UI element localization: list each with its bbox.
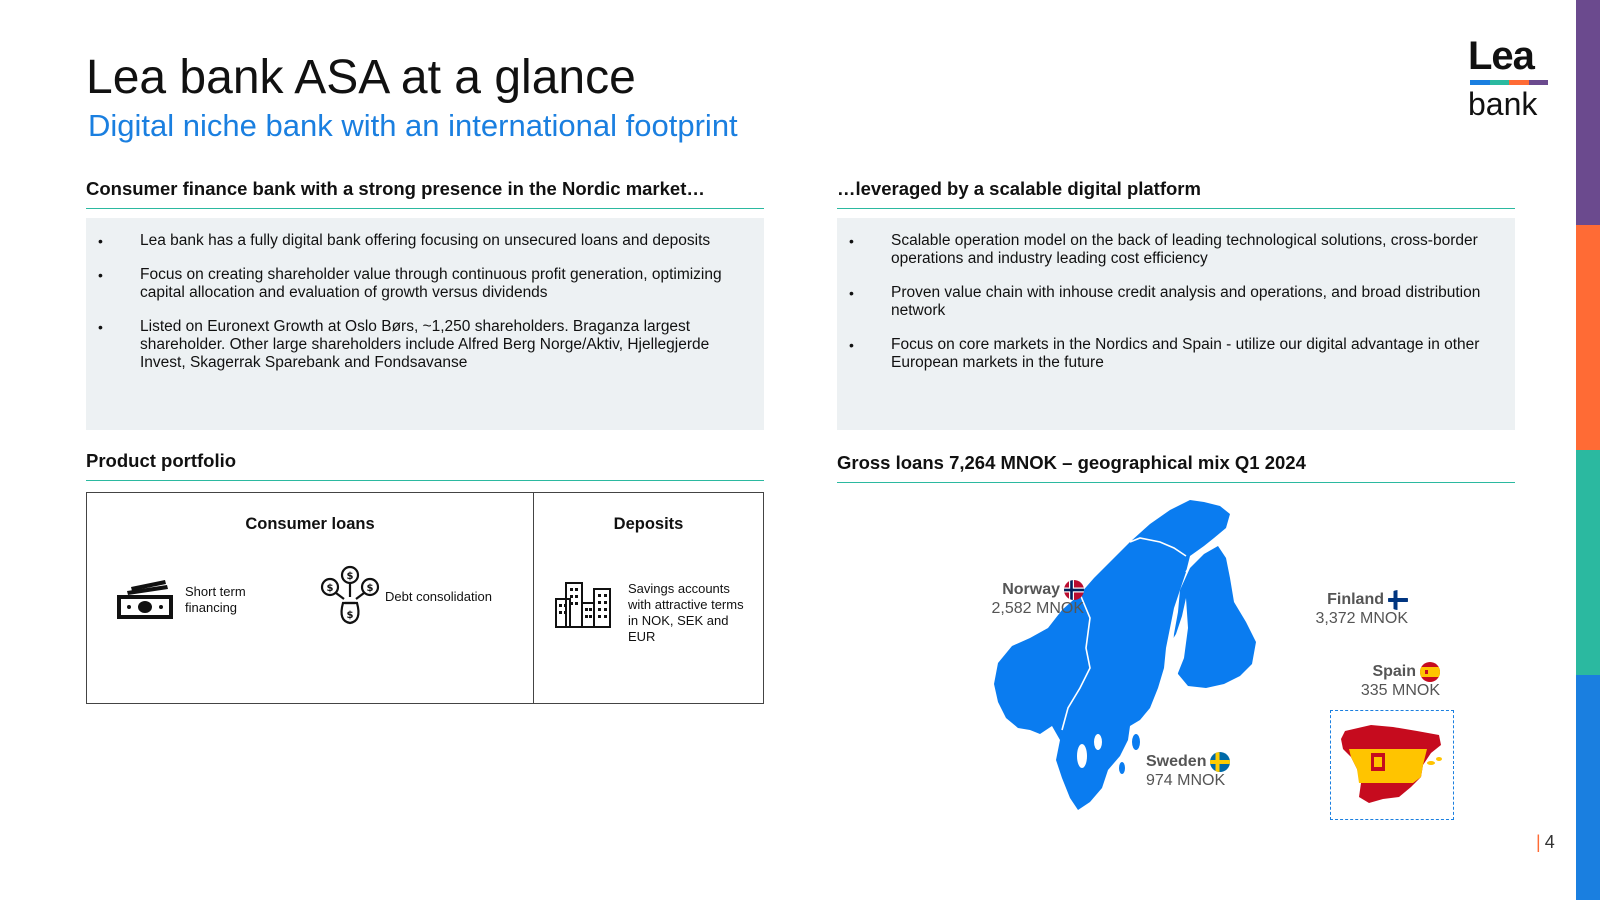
lea-bank-logo <box>1468 36 1550 121</box>
sweden-flag-icon <box>1210 752 1230 772</box>
right-bullet-box <box>837 218 1515 430</box>
country-value: 974 MNOK <box>1146 772 1226 789</box>
page-title: Lea bank ASA at a glance <box>86 51 636 104</box>
product-portfolio-table <box>86 492 764 704</box>
portfolio-heading: Product portfolio <box>86 450 764 481</box>
product-label: Debt consolidation <box>385 589 492 604</box>
product-item-short-term <box>115 577 265 623</box>
list-item: • Focus on creating shareholder value through continuous profit generation, optimizing capital allocation and evaluation of growth versus dividends <box>98 266 750 302</box>
finland-flag-icon <box>1388 590 1408 610</box>
product-item-debt <box>319 565 492 629</box>
country-label-sweden <box>1146 752 1256 790</box>
consumer-loans-title: Consumer loans <box>245 515 375 533</box>
country-name: Norway <box>1002 581 1060 598</box>
consumer-loans-column <box>87 493 534 703</box>
logo-text-bank: bank <box>1468 86 1538 122</box>
spain-map-box <box>1330 710 1454 820</box>
page-subtitle: Digital niche bank with an international footprint <box>88 108 738 143</box>
cash-icon <box>115 577 175 623</box>
deposits-column <box>534 493 763 703</box>
right-section-heading: …leveraged by a scalable digital platform <box>837 178 1515 209</box>
country-label-finland <box>1298 590 1408 628</box>
buildings-icon <box>554 581 612 629</box>
left-section-heading: Consumer finance bank with a strong presence in the Nordic market… <box>86 178 764 209</box>
country-label-norway <box>974 580 1084 618</box>
page-number-separator: | <box>1536 832 1541 852</box>
product-label: Savings accounts with attractive terms in NOK, SEK and EUR <box>628 581 744 644</box>
country-name: Sweden <box>1146 753 1207 770</box>
svg-text:$: $ <box>346 571 354 582</box>
norway-flag-icon <box>1064 580 1084 600</box>
list-item: • Scalable operation model on the back of leading technological solutions, cross-border operations and industry leading cost efficiency <box>849 232 1501 268</box>
page-number-value: 4 <box>1544 832 1555 852</box>
spain-flag-icon <box>1420 662 1440 682</box>
country-name: Finland <box>1327 591 1384 608</box>
country-value: 2,582 MNOK <box>991 600 1084 617</box>
money-bags-icon <box>319 565 381 629</box>
country-name: Spain <box>1372 663 1416 680</box>
svg-text:$: $ <box>326 583 334 594</box>
logo-color-bars <box>1470 80 1548 85</box>
list-item: • Listed on Euronext Growth at Oslo Børs, ~1,250 shareholders. Braganza largest shareholder. Other large shareholders include Alfred Berg Norge/Aktiv, Hjellegjerde Invest, Skagerrak Sparebank and Fondsavanse <box>98 318 750 372</box>
brand-stripe <box>1576 0 1600 900</box>
geo-heading: Gross loans 7,264 MNOK – geographical mix Q1 2024 <box>837 452 1515 483</box>
left-bullet-box <box>86 218 764 430</box>
product-item-savings <box>554 581 752 645</box>
list-item: • Lea bank has a fully digital bank offering focusing on unsecured loans and deposits <box>98 232 750 250</box>
country-value: 335 MNOK <box>1360 682 1440 699</box>
product-label: Short term financing <box>185 584 246 615</box>
logo-text-lea: Lea <box>1468 34 1534 78</box>
svg-text:$: $ <box>366 583 374 594</box>
deposits-title: Deposits <box>613 515 684 533</box>
country-label-spain <box>1330 662 1440 700</box>
spain-map <box>1331 711 1451 817</box>
svg-text:$: $ <box>346 610 354 621</box>
list-item: • Proven value chain with inhouse credit analysis and operations, and broad distribution network <box>849 284 1501 320</box>
list-item: • Focus on core markets in the Nordics and Spain - utilize our digital advantage in other European markets in the future <box>849 336 1501 372</box>
page-number <box>1536 832 1555 853</box>
country-value: 3,372 MNOK <box>1315 610 1408 627</box>
